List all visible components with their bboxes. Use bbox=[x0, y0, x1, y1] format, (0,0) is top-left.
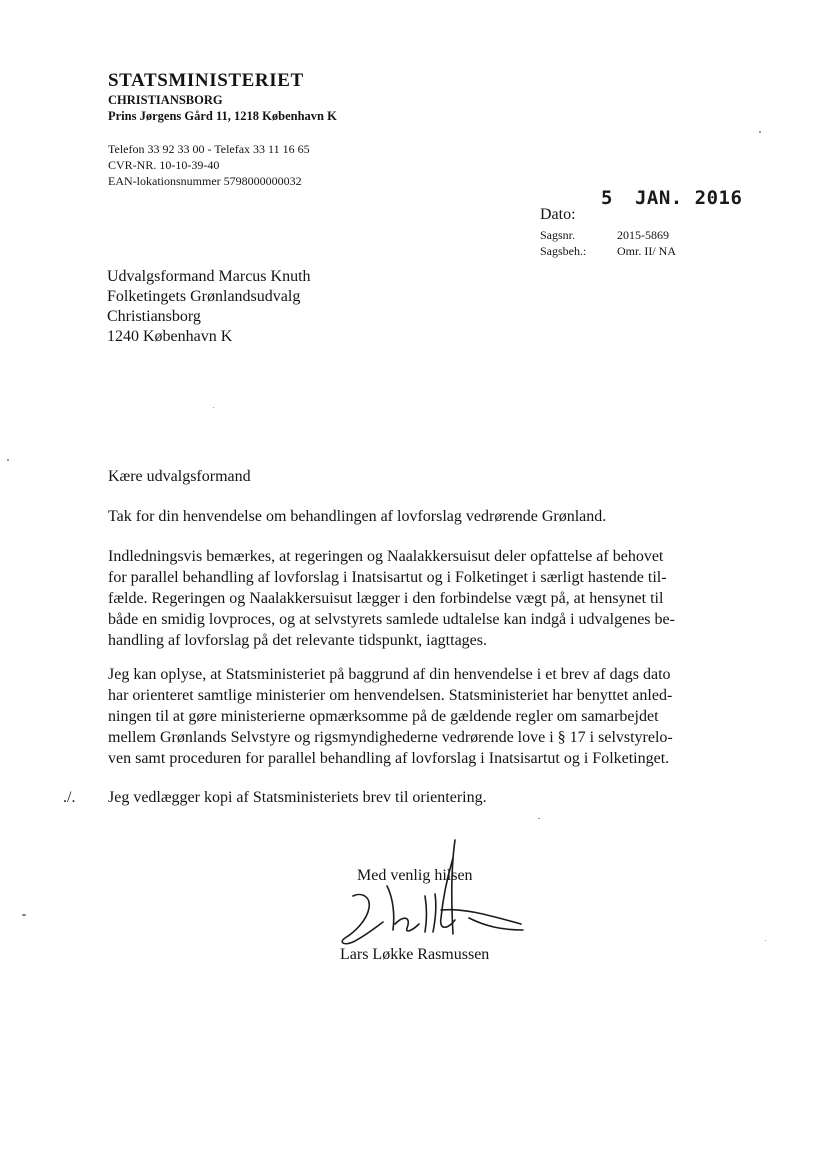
recipient-line-3: Christiansborg bbox=[107, 308, 201, 325]
scan-speck bbox=[765, 940, 766, 941]
case-number-label: Sagsnr. bbox=[540, 228, 576, 242]
ean-number: EAN-lokationsnummer 5798000000032 bbox=[108, 174, 302, 188]
cvr-number: CVR-NR. 10-10-39-40 bbox=[108, 158, 220, 172]
date-stamp bbox=[601, 187, 742, 209]
signer-name: Lars Løkke Rasmussen bbox=[340, 946, 490, 963]
paragraph-2-line: handling af lovforslag på det relevante tidspunkt, iagttages. bbox=[108, 632, 487, 649]
paragraph-3-line: ven samt proceduren for parallel behandling af lovforslag i Inatsisartut og i Folketinget. bbox=[108, 750, 670, 767]
paragraph-2-line: Indledningsvis bemærkes, at regeringen og Naalakkersuisut deler opfattelse af behovet bbox=[108, 548, 664, 565]
date-stamp-month-year: JAN. 2016 bbox=[634, 187, 743, 209]
scan-speck bbox=[7, 459, 9, 461]
paragraph-3 bbox=[108, 664, 673, 769]
recipient-line-2: Folketingets Grønlandsudvalg bbox=[107, 288, 301, 305]
paragraph-3-line: mellem Grønlands Selvstyre og rigsmyndighederne vedrørende love i § 17 i selvstyrelo- bbox=[108, 729, 673, 746]
date-stamp-day: 5 bbox=[601, 187, 613, 209]
paragraph-3-line: Jeg kan oplyse, at Statsministeriet på baggrund af din henvendelse i et brev af dags dato bbox=[108, 666, 671, 683]
handwritten-signature bbox=[335, 838, 535, 948]
recipient-line-4: 1240 København K bbox=[107, 328, 233, 345]
paragraph-1: Tak for din henvendelse om behandlingen af lovforslag vedrørende Grønland. bbox=[108, 508, 607, 525]
scan-speck bbox=[759, 131, 761, 133]
phone-fax: Telefon 33 92 33 00 - Telefax 33 11 16 65 bbox=[108, 142, 310, 156]
date-label: Dato: bbox=[540, 206, 576, 223]
paragraph-2 bbox=[108, 546, 675, 651]
enclosure-mark: ./. bbox=[63, 789, 76, 806]
org-name: STATSMINISTERIET bbox=[108, 70, 304, 91]
case-handler-label: Sagsbeh.: bbox=[540, 244, 587, 258]
paragraph-2-line: fælde. Regeringen og Naalakkersuisut lægger i den forbindelse vægt på, at hensynet til bbox=[108, 590, 664, 607]
paragraph-4: Jeg vedlægger kopi af Statsministeriets brev til orientering. bbox=[108, 789, 487, 806]
recipient-line-1: Udvalgsformand Marcus Knuth bbox=[107, 268, 311, 285]
scan-speck bbox=[538, 818, 540, 819]
scan-speck bbox=[22, 914, 26, 916]
case-handler-value: Omr. II/ NA bbox=[617, 244, 676, 258]
org-address: Prins Jørgens Gård 11, 1218 København K bbox=[108, 109, 337, 123]
scan-speck bbox=[213, 407, 214, 408]
paragraph-3-line: har orienteret samtlige ministerier om henvendelsen. Statsministeriet har benyttet anled- bbox=[108, 687, 673, 704]
paragraph-2-line: for parallel behandling af lovforslag i Inatsisartut og i Folketinget i særligt hastende til- bbox=[108, 569, 667, 586]
case-number-value: 2015-5869 bbox=[617, 228, 669, 242]
salutation: Kære udvalgsformand bbox=[108, 468, 251, 485]
closing: Med venlig hilsen bbox=[357, 867, 473, 884]
paragraph-2-line: både en smidig lovproces, og at selvstyrets samlede udtalelse kan indgå i udvalgenes be- bbox=[108, 611, 675, 628]
paragraph-3-line: ningen til at gøre ministerierne opmærksomme på de gældende regler om samarbejdet bbox=[108, 708, 659, 725]
org-sub-name: CHRISTIANSBORG bbox=[108, 93, 223, 107]
